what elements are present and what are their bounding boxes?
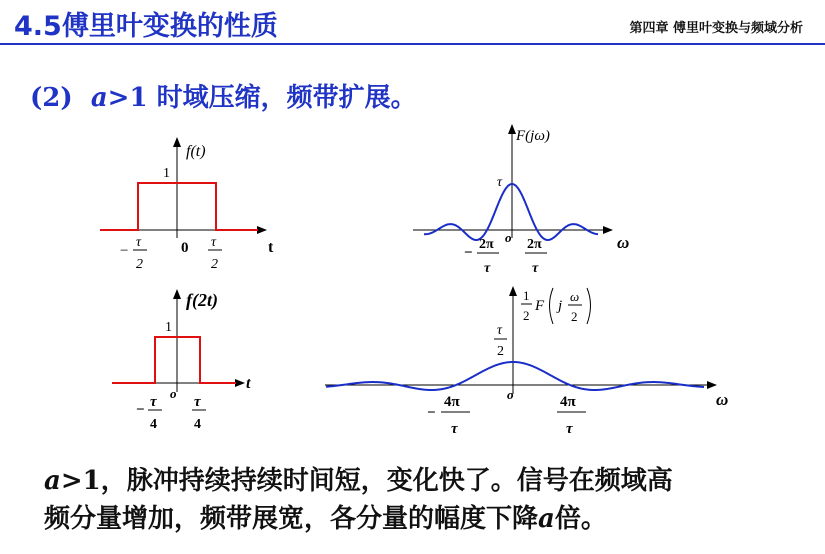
bl-height-label: 1: [165, 320, 172, 335]
bl-tick-right-num: τ: [194, 394, 201, 410]
bl-tick-right-den: 4: [194, 417, 201, 432]
slide-title: 4.5傅里叶变换的性质: [14, 11, 278, 42]
para-var-1: a: [44, 466, 61, 496]
br-ylabel-coef-den: 2: [523, 308, 530, 323]
br-peak-den: 2: [497, 344, 504, 359]
heading-index: (2): [30, 83, 73, 113]
br-origin: o: [507, 387, 514, 402]
heading-text: >1 时域压缩，频带扩展。: [107, 83, 417, 113]
tr-ylabel: F(jω): [516, 128, 550, 144]
bl-tick-left-sign: −: [136, 402, 145, 418]
tl-tick-left-sign: −: [120, 243, 129, 259]
tr-tick-right-num: 2π: [527, 237, 542, 252]
br-tick-left-den: τ: [451, 421, 458, 437]
bl-tick-left-num: τ: [150, 394, 157, 410]
br-ylabel-coef-num: 1: [523, 288, 530, 303]
br-tick-left-sign: −: [427, 405, 436, 421]
bl-pulse: [112, 337, 236, 383]
br-ylabel-arg: j: [558, 298, 563, 314]
br-tick-right-num: 4π: [560, 394, 576, 410]
tr-tick-left-sign: −: [464, 245, 473, 261]
para-var-2: a: [538, 504, 555, 534]
tr-x-label: ω: [617, 233, 630, 252]
tl-tick-left-den: 2: [136, 257, 143, 272]
br-peak-num: τ: [497, 323, 503, 338]
tl-tick-right-num: τ: [211, 235, 217, 250]
br-ylabel-arg-den: 2: [571, 309, 578, 324]
para-line2-a: 频分量增加，频带展宽，各分量的幅度下降: [44, 504, 539, 534]
plot-f-2t: [112, 290, 251, 432]
tl-tick-zero: 0: [181, 240, 189, 256]
chapter-label: 第四章 傅里叶变换与频域分析: [629, 21, 803, 36]
plot-half-F: [325, 287, 728, 437]
tl-ylabel: f(t): [186, 143, 206, 160]
tr-peak-label: τ: [497, 175, 503, 190]
tl-tick-right-den: 2: [211, 257, 218, 272]
plot-F-jw: [413, 125, 629, 276]
br-ylabel-arg-num: ω: [570, 289, 580, 304]
tr-tick-right-den: τ: [532, 261, 539, 276]
heading-variable: a: [90, 83, 108, 113]
bl-origin: o: [170, 386, 177, 401]
tl-height-label: 1: [163, 166, 170, 181]
tr-tick-left-den: τ: [484, 261, 491, 276]
explanation-paragraph: [44, 462, 814, 538]
para-line1: >1，脉冲持续持续时间短，变化快了。信号在频域高: [60, 466, 673, 496]
tr-origin: o: [505, 230, 512, 245]
bl-x-label: t: [246, 375, 251, 392]
tr-tick-left-num: 2π: [479, 237, 494, 252]
plot-f-t: [100, 138, 274, 272]
para-line2-b: 倍。: [554, 504, 607, 534]
br-tick-right-den: τ: [566, 421, 573, 437]
br-sinc-curve: [326, 362, 704, 390]
tl-x-label: t: [268, 239, 274, 256]
br-ylabel-paren-right: [587, 288, 591, 324]
br-ylabel-func: F: [535, 298, 545, 314]
br-x-label: ω: [716, 390, 729, 409]
tl-pulse: [100, 183, 258, 230]
bl-tick-left-den: 4: [150, 417, 157, 432]
tl-tick-left-num: τ: [136, 235, 142, 250]
bl-ylabel: f(2t): [186, 290, 218, 310]
br-ylabel-paren-left: [550, 288, 554, 324]
br-tick-left-num: 4π: [444, 394, 460, 410]
